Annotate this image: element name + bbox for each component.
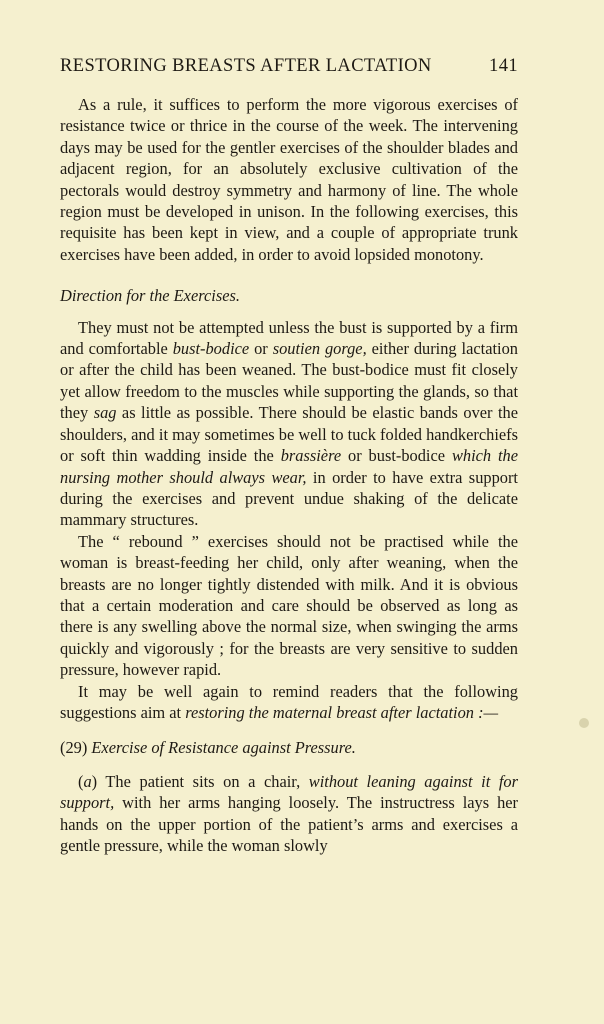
paper-spot: [579, 718, 589, 728]
exercise-heading: [60, 737, 518, 758]
paragraph-1: As a rule, it suffices to perform the more vigorous exercises of resistance twice or thrice in the course of the week. The intervening days may be used for the gentler exercises of the shoulder blades and adjacent region, for an absolutely exclusive cultivation of the pectorals would destroy symmetry and harmony of line. The whole region must be developed in unison. In the following exercises, this requisite has been kept in view, and a couple of appropriate trunk exercises have been added, in order to avoid lopsided monotony.: [60, 95, 518, 264]
running-header: [60, 56, 518, 77]
exercise-title: Exercise of Resistance against Pressure.: [91, 738, 356, 758]
section-heading: Direction for the Exercises.: [60, 286, 240, 306]
paragraph-4: It may be well again to remind readers that the following suggestions aim at restoring the maternal breast after lactation :—: [60, 681, 518, 722]
paragraph-3: The “ rebound ” exercises should not be practised while the woman is breast-feeding her child, only after weaning, when the breasts are no longer tightly distended with milk. And it is obvious that a certain moderation and care should be observed as long as there is any swelling above the normal size, when swinging the arms quickly and vigorously ; for the breasts are very sensitive to sudden pressure, however rapid.: [60, 531, 518, 680]
running-title: RESTORING BREASTS AFTER LACTATION: [60, 56, 432, 76]
page-number: 141: [489, 56, 518, 76]
page-body: [60, 94, 518, 856]
exercise-number: (29): [60, 738, 88, 758]
paragraph-5: (a) The patient sits on a chair, without leaning against it for support, with her arms hanging loosely. The instructress lays her hands on the upper portion of the patient’s arms and exercises a gentle pressure, while the woman slowly: [60, 771, 518, 855]
paragraph-2: They must not be attempted unless the bust is supported by a firm and comfortable bust-bodice or soutien gorge, either during lactation or after the child has been weaned. The bust-bodice must fit closely yet allow freedom to the muscles while supporting the glands, so that they sag as little as possible. There should be elastic bands over the shoulders, and it may sometimes be well to tuck folded handkerchiefs or soft thin wadding inside the brassière or bust-bodice which the nursing mother should always wear, in order to have extra support during the exercises and prevent undue shaking of the delicate mammary structures.: [60, 317, 519, 530]
